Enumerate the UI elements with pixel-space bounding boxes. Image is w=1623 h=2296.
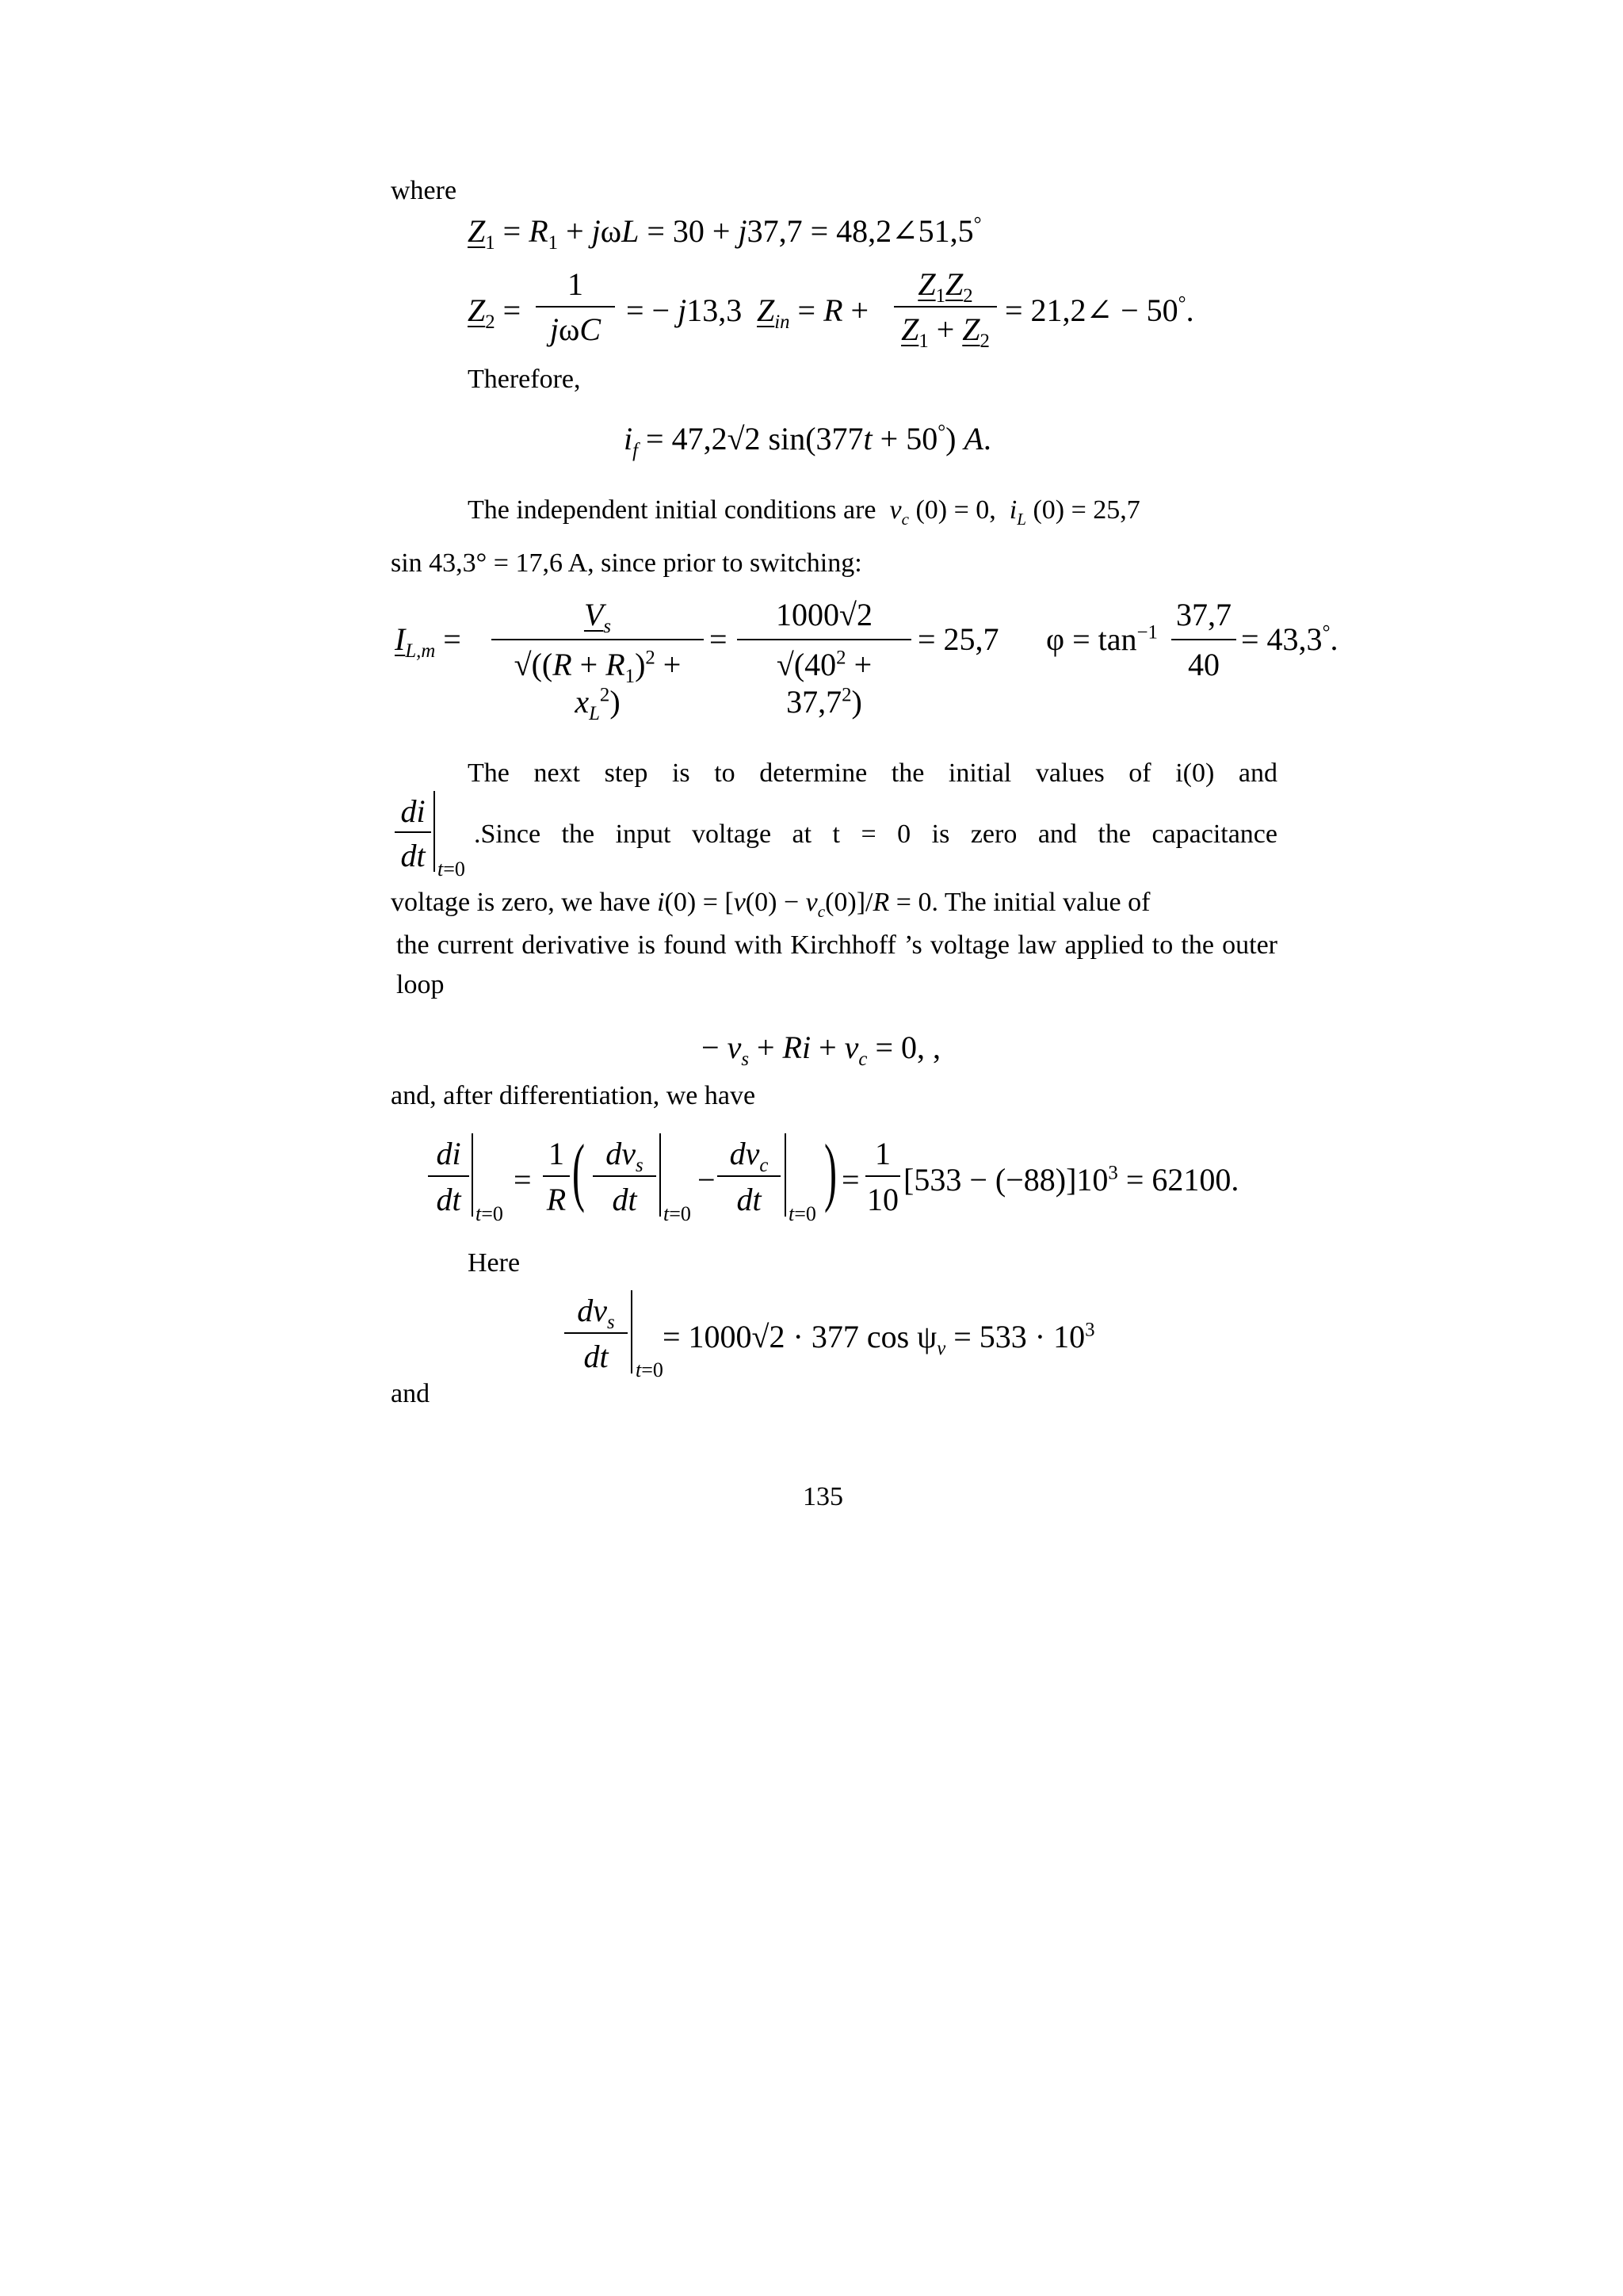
word-here: Here <box>468 1248 521 1278</box>
equation-z1: $Z_1 = R_1 + j\omega L = 30 + j37,7$ = 48,2∠51,5° <box>468 213 982 254</box>
word-and: and <box>391 1379 430 1408</box>
equation-kvl: − $v_s + Ri + v_c = 0$, , <box>701 1030 941 1070</box>
paragraph-initial-conditions: The independent initial conditions are $v_c$ (0) = 0, $i_L$ (0) = 25,7 <box>468 495 1140 529</box>
paragraph-initial-conditions-cont: sin 43,3° = 17,6 A, since prior to switching: <box>391 548 862 578</box>
paragraph-next-step: The next step is to determine the initial values of i(0) and <box>468 758 1277 788</box>
equation-if: $i_f = 47,2√2$ sin(377t + 50°) A. <box>624 421 991 461</box>
word-where: where <box>391 176 457 205</box>
page-number: 135 <box>803 1482 843 1511</box>
paragraph-after-diff: and, after differentiation, we have <box>391 1081 756 1110</box>
paragraph-next-step-cont: .Since the input voltage at t = 0 is zero and the capacitance <box>474 819 1277 849</box>
paragraph-voltage-zero: voltage is zero, we have $i(0) = [v(0) - v_c(0)]/R = 0$. The initial value of <box>391 888 1151 921</box>
paragraph-kirchhoff: the current derivative is found with Kirchhoff ’s voltage law applied to the outer loop <box>396 930 1277 999</box>
word-therefore: Therefore, <box>468 365 581 394</box>
